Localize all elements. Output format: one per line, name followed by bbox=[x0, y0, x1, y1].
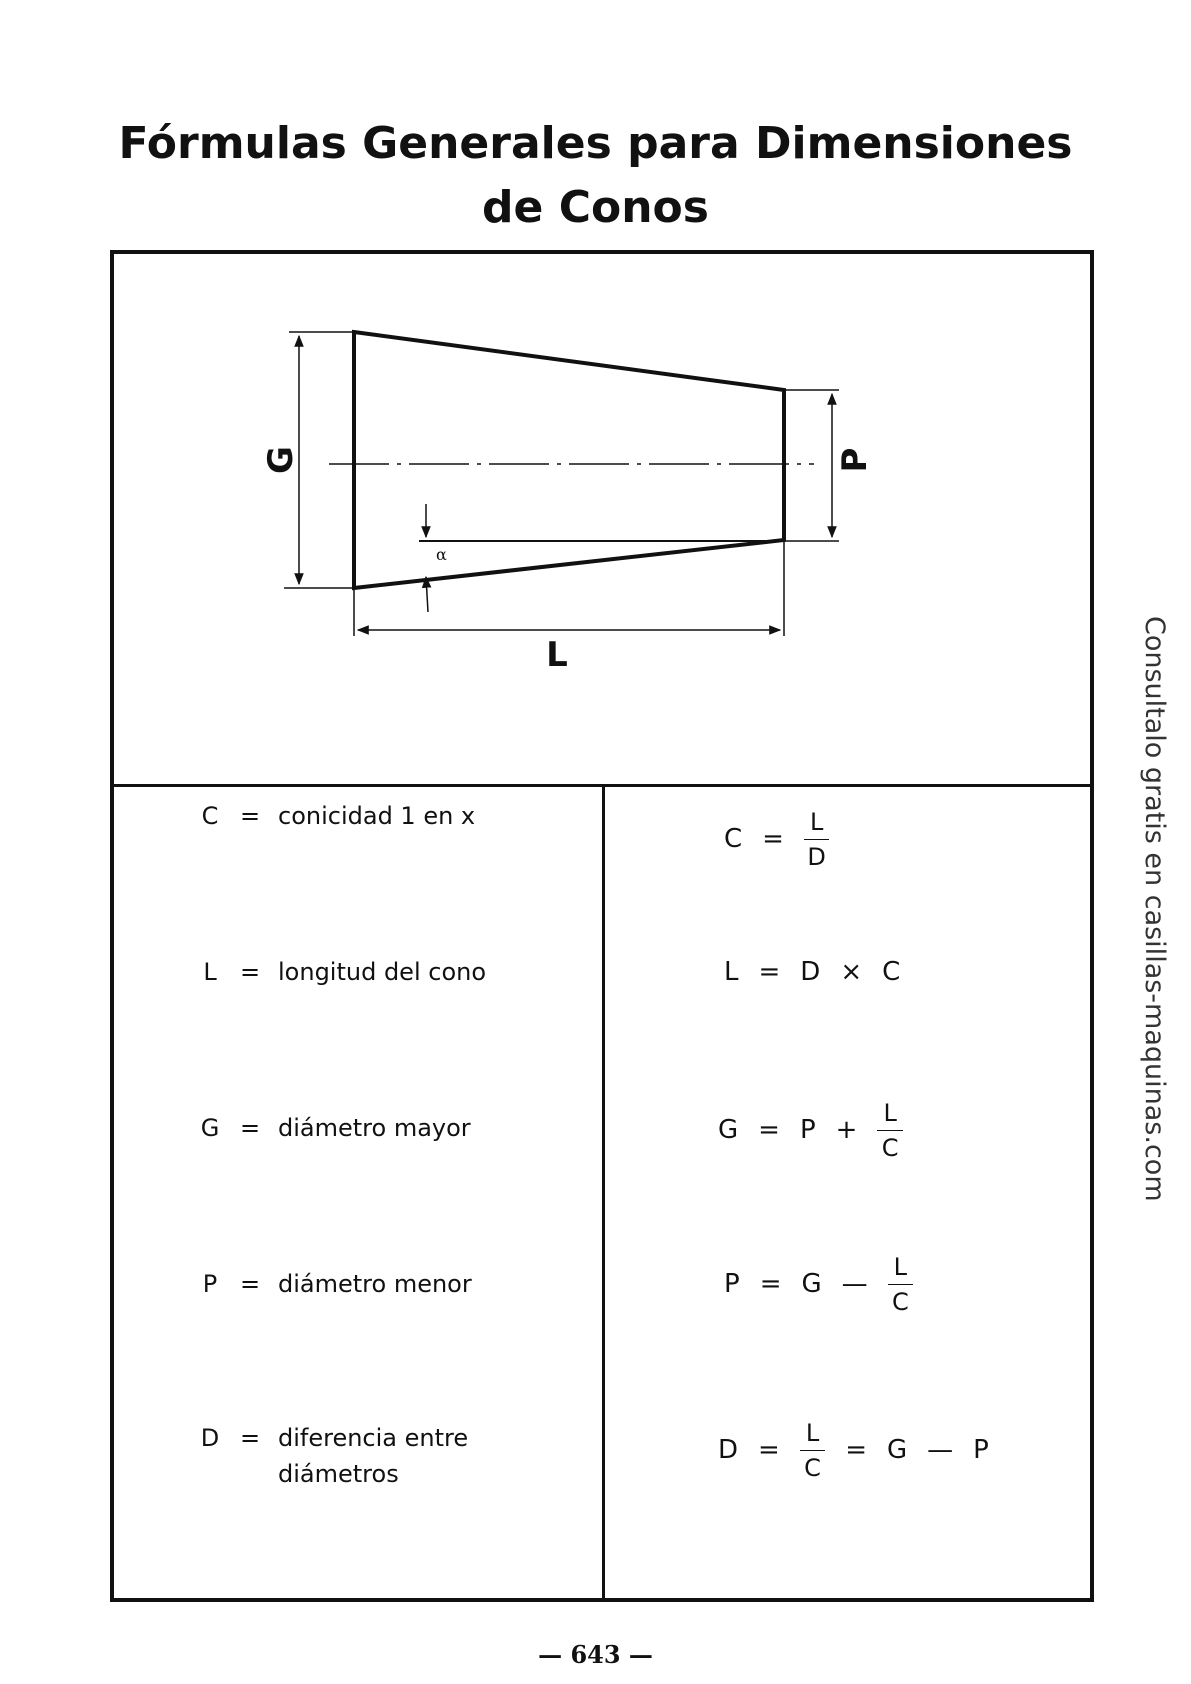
formula-term: D bbox=[800, 957, 821, 987]
definition-d bbox=[190, 1420, 468, 1492]
definition-text: diámetro menor bbox=[278, 1270, 472, 1298]
definition-symbol: C bbox=[201, 802, 219, 830]
definition-symbol: D bbox=[200, 1424, 220, 1452]
formula-g bbox=[708, 1080, 913, 1180]
formula-d bbox=[708, 1400, 999, 1500]
definition-equals: = bbox=[239, 802, 261, 830]
definition-text: diámetro mayor bbox=[278, 1114, 471, 1142]
formula-equals: = bbox=[758, 957, 781, 987]
formula-p bbox=[714, 1234, 923, 1334]
page-title bbox=[0, 112, 1191, 240]
definition-symbol: L bbox=[203, 958, 217, 986]
title-line-1: Fórmulas Generales para Dimensiones bbox=[118, 118, 1073, 169]
definition-l bbox=[190, 952, 486, 992]
formula-lhs: C bbox=[724, 824, 743, 854]
formula-operator: + bbox=[835, 1115, 858, 1145]
formula-term: G bbox=[887, 1435, 908, 1465]
formula-lhs: G bbox=[718, 1115, 739, 1145]
fraction-denominator: C bbox=[804, 1453, 821, 1482]
formula-equals: = bbox=[758, 1115, 780, 1145]
vertical-divider bbox=[602, 784, 605, 1598]
definition-symbol: P bbox=[202, 1270, 218, 1298]
g-label: G bbox=[261, 446, 301, 474]
definition-text-line-2: diámetros bbox=[278, 1460, 399, 1488]
formula-l bbox=[714, 952, 910, 992]
l-label: L bbox=[546, 635, 568, 675]
definition-p bbox=[190, 1264, 472, 1304]
definition-equals: = bbox=[239, 958, 261, 986]
fraction bbox=[804, 807, 829, 872]
fraction-numerator: L bbox=[800, 1418, 825, 1451]
definition-equals: = bbox=[239, 1114, 261, 1142]
definition-equals: = bbox=[239, 1424, 261, 1452]
formula-lhs: L bbox=[724, 957, 739, 987]
definition-symbol: G bbox=[200, 1114, 220, 1142]
formula-c bbox=[714, 784, 839, 894]
definition-text-line-1: diferencia entre bbox=[278, 1424, 469, 1452]
formula-term: G bbox=[801, 1269, 822, 1299]
definition-text: conicidad 1 en x bbox=[278, 802, 476, 830]
formula-lhs: D bbox=[718, 1435, 739, 1465]
fraction-denominator: C bbox=[891, 1287, 909, 1316]
definition-text: longitud del cono bbox=[278, 958, 487, 986]
fraction-numerator: L bbox=[804, 807, 829, 840]
fraction-denominator: C bbox=[881, 1133, 899, 1162]
fraction bbox=[877, 1098, 902, 1163]
cone-outline bbox=[354, 332, 784, 588]
formula-equals: = bbox=[758, 1435, 780, 1465]
title-line-2: de Conos bbox=[482, 182, 709, 233]
formula-operator: — bbox=[841, 1269, 868, 1299]
fraction-denominator: D bbox=[807, 842, 826, 871]
definition-equals: = bbox=[239, 1270, 261, 1298]
formula-equals: = bbox=[759, 1269, 782, 1299]
formula-term: P bbox=[973, 1435, 989, 1465]
angle-label: α bbox=[436, 545, 447, 564]
content-frame bbox=[110, 250, 1094, 1602]
formula-operator: × bbox=[840, 957, 863, 987]
formula-equals: = bbox=[845, 1435, 867, 1465]
formula-lhs: P bbox=[724, 1269, 740, 1299]
formula-term: C bbox=[882, 957, 901, 987]
formula-equals: = bbox=[762, 824, 784, 854]
formula-term: P bbox=[799, 1115, 816, 1145]
page-number: — 643 — bbox=[538, 1640, 653, 1669]
p-label: P bbox=[835, 447, 875, 473]
fraction bbox=[888, 1252, 913, 1317]
fraction bbox=[800, 1418, 825, 1483]
definition-text bbox=[278, 1420, 468, 1492]
definition-c bbox=[190, 796, 475, 836]
fraction-numerator: L bbox=[877, 1098, 902, 1131]
definition-g bbox=[190, 1108, 471, 1148]
cone-diagram bbox=[114, 254, 1090, 786]
fraction-numerator: L bbox=[888, 1252, 913, 1285]
watermark: Consultalo gratis en casillas-maquinas.com bbox=[1139, 616, 1170, 1202]
formula-operator: — bbox=[927, 1435, 954, 1465]
angle-arrow-bottom bbox=[426, 577, 428, 612]
